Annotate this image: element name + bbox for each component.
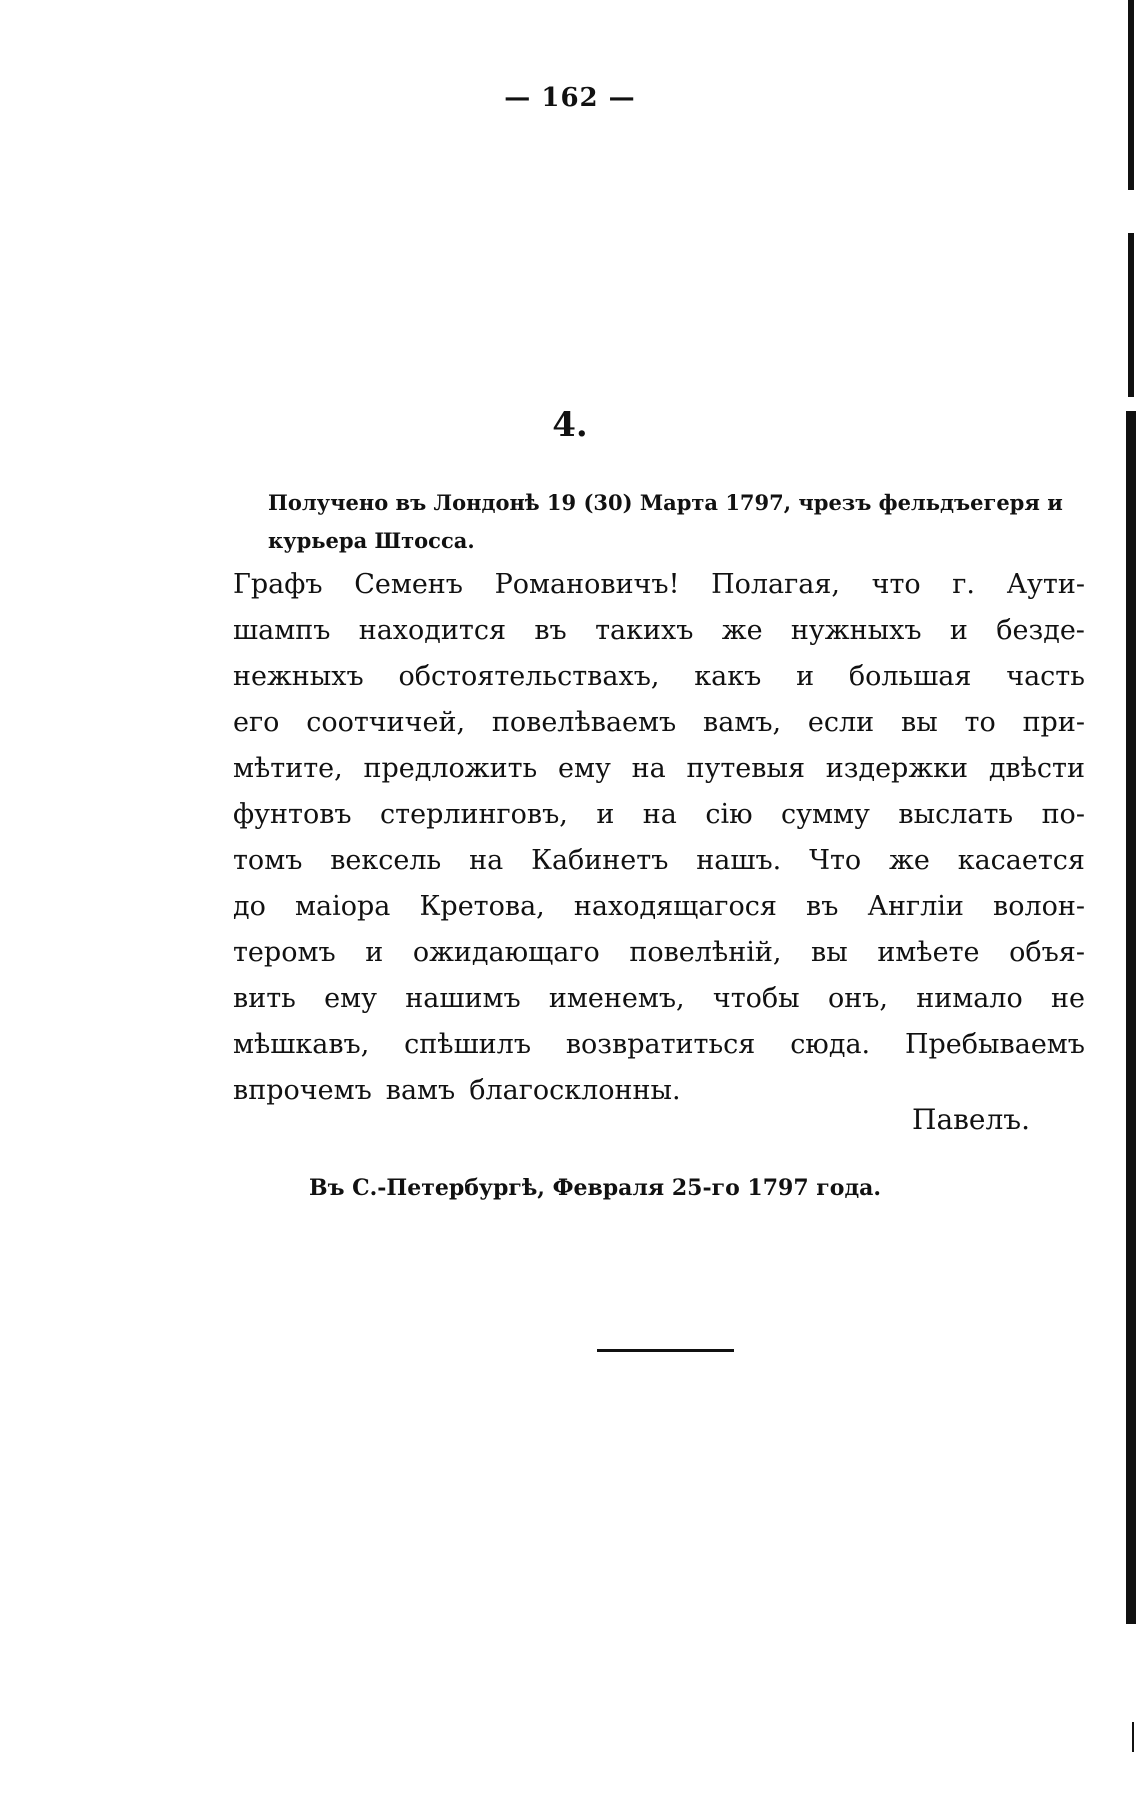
body-word: и (365, 937, 384, 968)
body-word: благосклонны. (469, 1075, 681, 1106)
body-word: шампъ (233, 615, 331, 646)
letter-body (233, 562, 1085, 1114)
body-word: вамъ (385, 1075, 456, 1106)
body-word: сюда. (790, 1029, 871, 1060)
body-word: издержки (825, 753, 969, 784)
body-word: Семенъ (354, 569, 463, 600)
body-word: объя- (1009, 937, 1085, 968)
body-word: и (796, 661, 815, 692)
body-line (233, 1022, 1085, 1068)
body-word: повелѣваемъ (491, 707, 677, 738)
body-word: и (949, 615, 968, 646)
body-word: Романовичъ! (494, 569, 680, 600)
body-word: двѣсти (988, 753, 1085, 784)
body-word: имѣете (877, 937, 980, 968)
body-word: томъ (233, 845, 303, 876)
body-line (233, 746, 1085, 792)
body-word: ожидающаго (412, 937, 600, 968)
body-word: мѣтите, (233, 753, 343, 784)
body-word: впрочемъ (233, 1075, 372, 1106)
body-word: маіора (295, 891, 391, 922)
body-word: то (964, 707, 996, 738)
body-word: Англіи (867, 891, 964, 922)
end-rule (597, 1349, 734, 1352)
body-word: Что (809, 845, 862, 876)
body-word: находится (358, 615, 507, 646)
body-word: въ (806, 891, 839, 922)
body-line (233, 792, 1085, 838)
body-word: не (1050, 983, 1085, 1014)
body-word: Графъ (233, 569, 323, 600)
body-line (233, 700, 1085, 746)
body-word: теромъ (233, 937, 336, 968)
body-word: фунтовъ (233, 799, 352, 830)
body-word: волон- (993, 891, 1085, 922)
body-word: сію (705, 799, 753, 830)
body-word: именемъ, (548, 983, 685, 1014)
body-word: какъ (694, 661, 762, 692)
body-word: сумму (781, 799, 870, 830)
body-word: ему (557, 753, 611, 784)
body-word: и (596, 799, 615, 830)
body-line (233, 884, 1085, 930)
body-word: находящагося (573, 891, 777, 922)
body-word: обстоятельствахъ, (398, 661, 660, 692)
body-word: спѣшилъ (404, 1029, 531, 1060)
body-word: мѣшкавъ, (233, 1029, 370, 1060)
body-word: вексель (330, 845, 442, 876)
body-word: Кабинетъ (531, 845, 669, 876)
body-word: безде- (996, 615, 1085, 646)
dateline: Въ С.-Петербургѣ, Февраля 25-го 1797 года. (309, 1175, 882, 1201)
body-word: по- (1041, 799, 1085, 830)
body-line (233, 562, 1085, 608)
body-word: при- (1022, 707, 1085, 738)
signature: Павелъ. (912, 1103, 1030, 1136)
body-word: на (469, 845, 504, 876)
body-word: что (871, 569, 921, 600)
body-word: онъ, (827, 983, 888, 1014)
body-word: повелѣній, (629, 937, 782, 968)
letter-number: 4. (552, 405, 588, 445)
body-word: Аути- (1006, 569, 1085, 600)
body-word: соотчичей, (306, 707, 466, 738)
body-word: ему (324, 983, 377, 1014)
body-word: г. (952, 569, 975, 600)
body-word: же (889, 845, 930, 876)
body-word: Пребываемъ (904, 1029, 1085, 1060)
scan-edge-bar-middle (1128, 233, 1134, 397)
body-word: чтобы (712, 983, 800, 1014)
body-word: часть (1006, 661, 1085, 692)
body-word: на (642, 799, 677, 830)
body-word: вить (233, 983, 296, 1014)
body-word: выслать (898, 799, 1014, 830)
body-word: Кретова, (419, 891, 545, 922)
body-line (233, 608, 1085, 654)
body-word: нашъ. (696, 845, 782, 876)
body-word: предложить (363, 753, 538, 784)
body-word: стерлинговъ, (380, 799, 568, 830)
scan-edge-bar-bottom (1132, 1722, 1134, 1752)
scan-edge-bar-lower (1126, 411, 1136, 1624)
body-word: нужныхъ (790, 615, 922, 646)
body-line (233, 976, 1085, 1022)
body-word: до (233, 891, 266, 922)
body-word: путевыя (686, 753, 805, 784)
body-word: нашимъ (405, 983, 521, 1014)
body-line (233, 930, 1085, 976)
page-number: — 162 — (504, 83, 636, 113)
body-word: въ (534, 615, 567, 646)
body-word: вамъ, (703, 707, 782, 738)
body-word: такихъ (595, 615, 694, 646)
scan-edge-bar-top (1128, 0, 1134, 190)
body-word: вы (811, 937, 848, 968)
body-line (233, 838, 1085, 884)
body-word: его (233, 707, 280, 738)
body-line (233, 654, 1085, 700)
body-word: вы (901, 707, 938, 738)
body-word: возвратиться (565, 1029, 756, 1060)
body-word: если (807, 707, 875, 738)
body-word: на (631, 753, 666, 784)
received-note: Получено въ Лондонѣ 19 (30) Марта 1797, чрезъ фельдъегеря и курьера Штосса. (268, 490, 1063, 553)
body-word: нежныхъ (233, 661, 364, 692)
body-word: же (721, 615, 763, 646)
body-word: нимало (916, 983, 1023, 1014)
body-word: касается (957, 845, 1085, 876)
body-word: большая (848, 661, 972, 692)
body-word: Полагая, (711, 569, 840, 600)
